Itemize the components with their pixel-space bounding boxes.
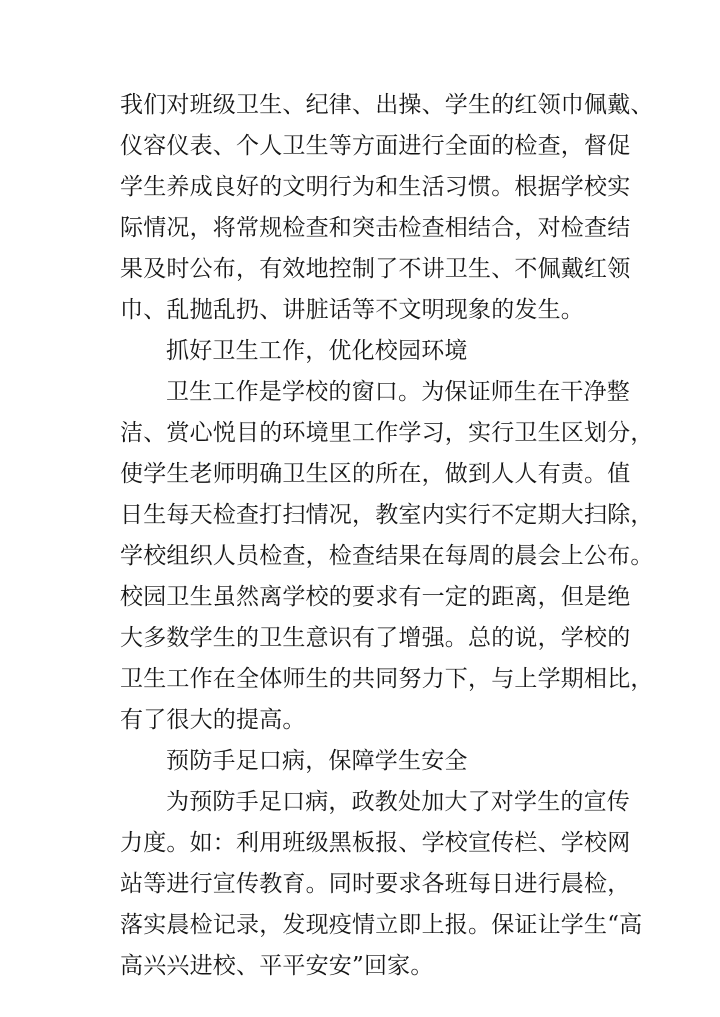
paragraph-line: 为预防手足口病，政教处加大了对学生的宣传 xyxy=(166,789,630,815)
paragraph-line: 洁、赏心悦目的环境里工作学习，实行卫生区划分， xyxy=(120,420,654,446)
paragraph-line: 果及时公布，有效地控制了不讲卫生、不佩戴红领 xyxy=(120,256,631,282)
paragraph-line: 高兴兴进校、平平安安”回家。 xyxy=(120,953,434,979)
paragraph-line: 大多数学生的卫生意识有了增强。总的说，学校的 xyxy=(120,625,631,651)
section-heading: 预防手足口病，保障学生安全 xyxy=(166,748,468,774)
paragraph-line: 使学生老师明确卫生区的所在，做到人人有责。值 xyxy=(120,461,631,487)
paragraph-line: 力度。如：利用班级黑板报、学校宣传栏、学校网 xyxy=(120,830,631,856)
paragraph-line: 卫生工作在全体师生的共同努力下，与上学期相比， xyxy=(120,666,654,692)
paragraph-line: 落实晨检记录，发现疫情立即上报。保证让学生“高 xyxy=(120,912,643,938)
paragraph-line: 日生每天检查打扫情况，教室内实行不定期大扫除， xyxy=(120,502,654,528)
paragraph-line: 站等进行宣传教育。同时要求各班每日进行晨检， xyxy=(120,871,631,897)
paragraph-line: 际情况，将常规检查和突击检查相结合，对检查结 xyxy=(120,215,631,241)
paragraph-line: 我们对班级卫生、纪律、出操、学生的红领巾佩戴、 xyxy=(120,92,654,118)
paragraph-line: 卫生工作是学校的窗口。为保证师生在干净整 xyxy=(166,379,630,405)
paragraph-line: 有了很大的提高。 xyxy=(120,707,306,733)
paragraph-line: 学生养成良好的文明行为和生活习惯。根据学校实 xyxy=(120,174,631,200)
paragraph-line: 学校组织人员检查，检查结果在每周的晨会上公布。 xyxy=(120,543,654,569)
paragraph-line: 校园卫生虽然离学校的要求有一定的距离，但是绝 xyxy=(120,584,631,610)
section-heading: 抓好卫生工作，优化校园环境 xyxy=(166,338,468,364)
paragraph-line: 巾、乱抛乱扔、讲脏话等不文明现象的发生。 xyxy=(120,297,584,323)
paragraph-line: 仪容仪表、个人卫生等方面进行全面的检查，督促 xyxy=(120,133,631,159)
